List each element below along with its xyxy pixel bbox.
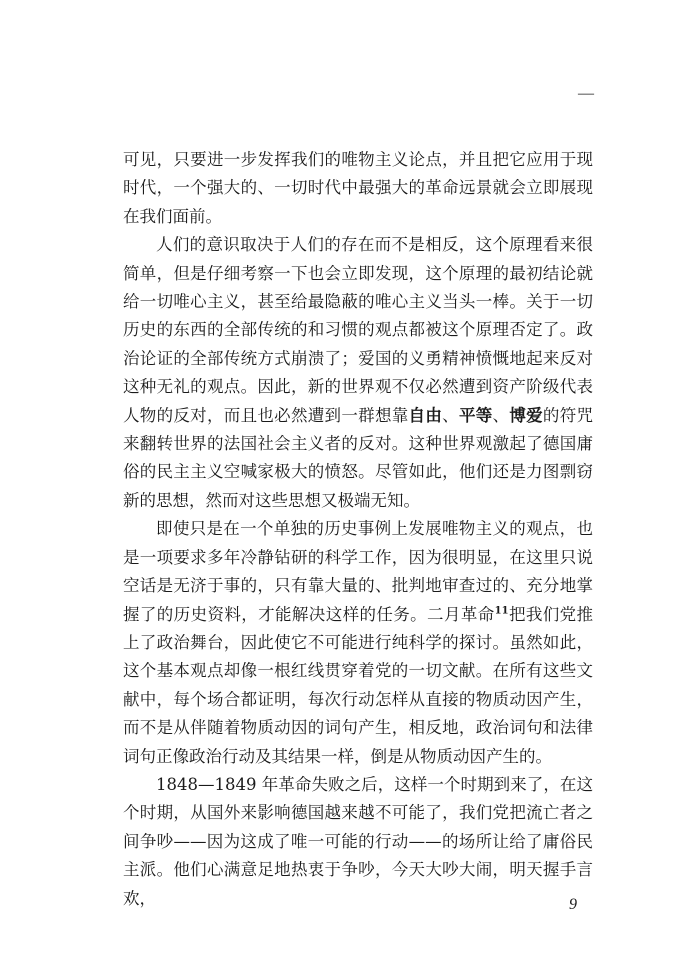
page-number: 9 bbox=[569, 896, 577, 913]
term-liberty: 自由 bbox=[408, 405, 443, 425]
footnote-ref-11[interactable]: 11 bbox=[494, 605, 509, 616]
paragraph-2 bbox=[123, 231, 593, 515]
body-text bbox=[123, 146, 593, 913]
separator: 、 bbox=[442, 405, 459, 425]
paragraph-3-text-a: 即使只是在一个单独的历史事例上发展唯物主义的观点，也是一项要求多年冷静钻研的科学工作，因为很明显，在这里只说空话是无济于事的，只有靠大量的、批判地审查过的、充分地掌握了的历史资料，才能解决这样的任务。二月革命 bbox=[123, 519, 593, 624]
term-fraternity: 博爱 bbox=[509, 405, 543, 425]
paragraph-4: 1848—1849 年革命失败之后，这样一个时期到来了，在这个时期，从国外来影响德国越来越不可能了，我们党把流亡者之间争吵——因为这成了唯一可能的行动——的场所让给了庸俗民主派。他们心满意足地热衷于争吵，今天大吵大闹，明天握手言欢， bbox=[123, 774, 593, 908]
paragraph-2-text-b: 的符咒来翻转世界的法国社会主义者的反对。这种世界观激起了德国庸俗的民主主义空喊家极大的愤怒。尽管如此，他们还是力图剽窃新的思想，然而对这些思想又极端无知。 bbox=[123, 405, 594, 510]
header-mark: — bbox=[578, 85, 594, 102]
term-equality: 平等 bbox=[458, 405, 493, 425]
paragraph-3 bbox=[123, 515, 593, 771]
paragraph-1: 可见，只要进一步发挥我们的唯物主义论点，并且把它应用于现时代，一个强大的、一切时代中最强大的革命远景就会立即展现在我们面前。 bbox=[123, 150, 593, 226]
paragraph-2-text-a: 人们的意识取决于人们的存在而不是相反，这个原理看来很简单，但是仔细考察一下也会立即发现，这个原理的最初结论就给一切唯心主义，甚至给最隐蔽的唯心主义当头一棒。关于一切历史的东西的全部传统的和习惯的观点都被这个原理否定了。政治论证的全部传统方式崩溃了；爱国的义勇精神愤慨地起来反对这种无礼的观点。因此，新的世界观不仅必然遭到资产阶级代表人物的反对，而且也必然遭到一群想靠 bbox=[123, 235, 593, 425]
separator: 、 bbox=[492, 405, 510, 425]
paragraph-3-text-b: 把我们党推上了政治舞台，因此使它不可能进行纯科学的探讨。虽然如此，这个基本观点却像一根红线贯穿着党的一切文献。在所有这些文献中，每个场合都证明，每次行动怎样从直接的物质动因产生，而不是从伴随着物质动因的词句产生，相反地，政治词句和法律词句正像政治行动及其结果一样，倒是从物质动因产生的。 bbox=[123, 604, 594, 766]
